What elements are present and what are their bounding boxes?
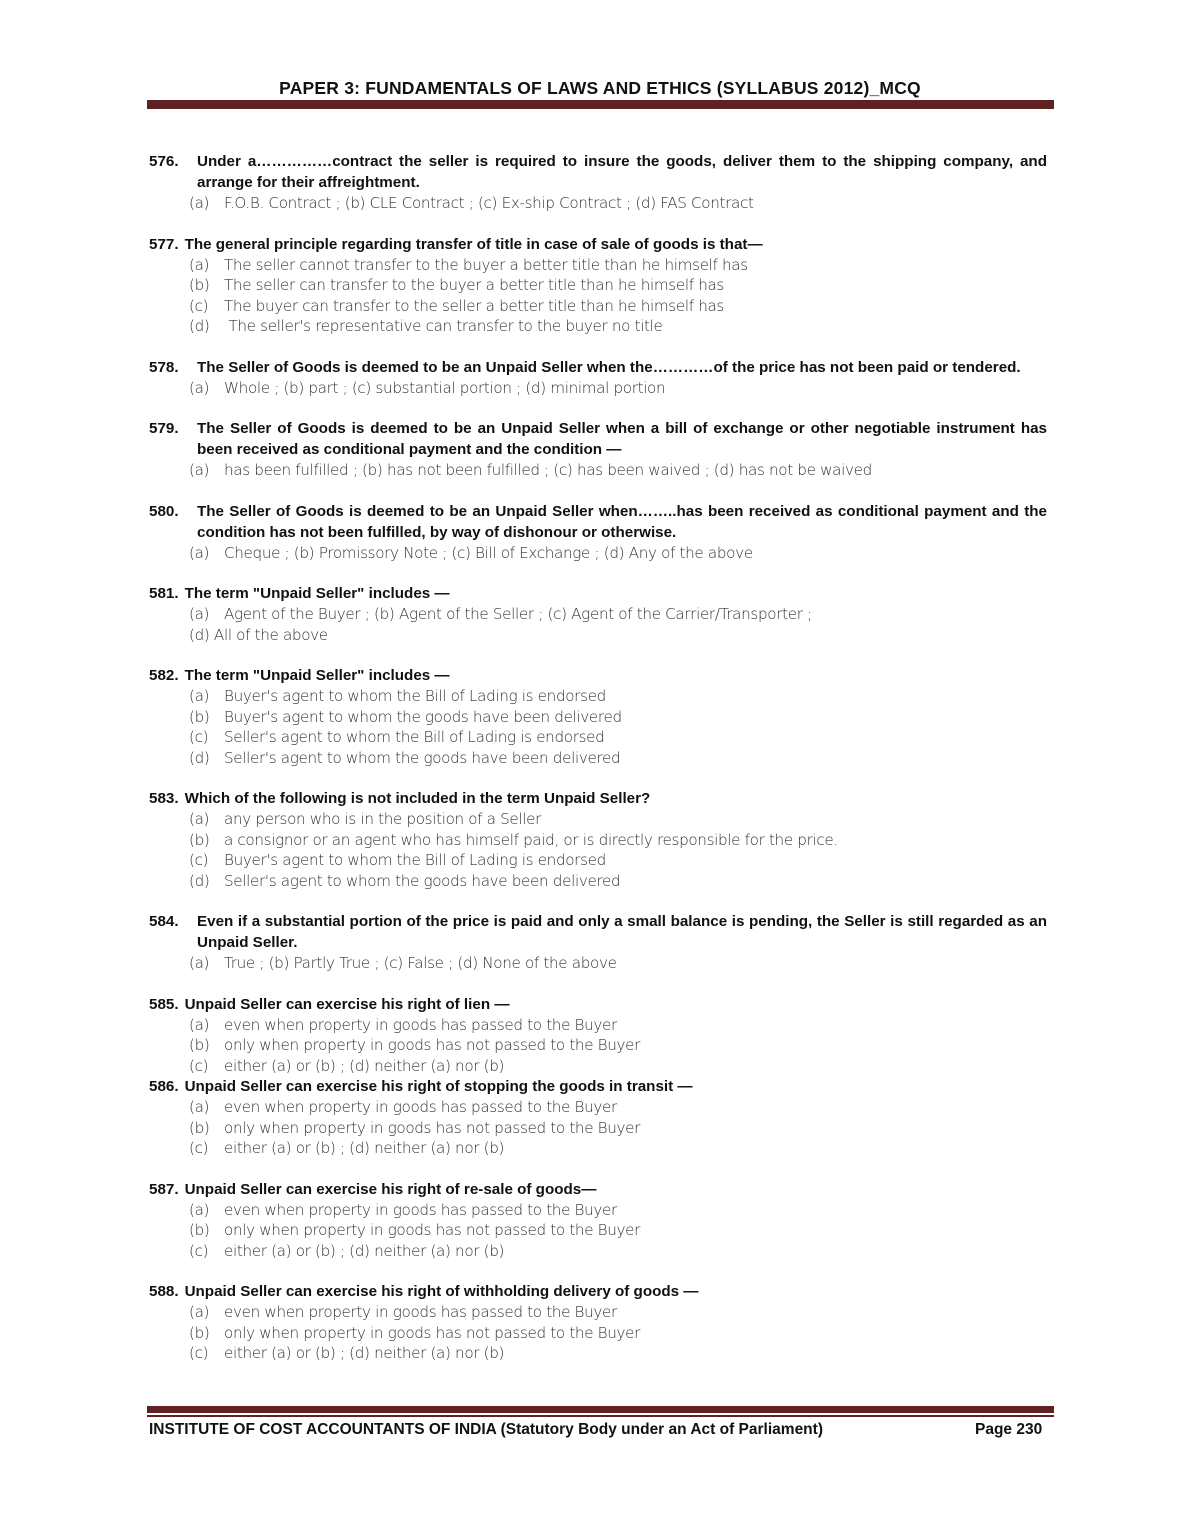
- question-text: [149, 1179, 1047, 1200]
- question-577: [149, 234, 1047, 337]
- option-item: [149, 1097, 1047, 1118]
- option-label: (c): [189, 296, 209, 315]
- option-text: a consignor or an agent who has himself paid, or is directly responsible for the price.: [224, 830, 838, 849]
- question-587: [149, 1179, 1047, 1262]
- option-item: [149, 830, 1047, 851]
- option-text: F.O.B. Contract ; (b) CLE Contract ; (c) Ex-ship Contract ; (d) FAS Contract: [224, 194, 754, 212]
- option-item: [149, 1343, 1047, 1364]
- question-number: 582.: [149, 667, 179, 684]
- option-label: (b): [189, 1221, 210, 1239]
- option-text: either (a) or (b) ; (d) neither (a) nor (b): [224, 1056, 505, 1075]
- option-item: [149, 1056, 1047, 1077]
- option-label: (d): [189, 748, 210, 767]
- option-item: [149, 809, 1047, 830]
- option-text: Seller's agent to whom the goods have been delivered: [224, 871, 621, 890]
- question-586: [149, 1076, 1047, 1159]
- option-label: (b): [189, 1036, 210, 1054]
- option-label: (a): [189, 605, 210, 623]
- question-583: [149, 788, 1047, 891]
- options-inline: [149, 193, 1047, 214]
- option-item: [149, 1220, 1047, 1241]
- option-label: (d): [189, 871, 210, 890]
- option-item: [149, 1323, 1047, 1344]
- option-text: either (a) or (b) ; (d) neither (a) nor (b): [224, 1139, 505, 1157]
- option-label: (b): [189, 1118, 210, 1137]
- question-text: [149, 665, 1047, 686]
- option-label: (c): [189, 1139, 209, 1157]
- option-text: even when property in goods has passed to the Buyer: [224, 1015, 617, 1034]
- option-label: (b): [189, 830, 210, 849]
- page-number: Page 230: [975, 1421, 1043, 1438]
- option-text: only when property in goods has not passed to the Buyer: [224, 1221, 641, 1239]
- options-inline: [149, 953, 1047, 974]
- footer-institute: INSTITUTE OF COST ACCOUNTANTS OF INDIA (Statutory Body under an Act of Parliament): [149, 1421, 823, 1438]
- header-divider-bar: [147, 100, 1054, 109]
- question-text: [149, 1281, 1047, 1302]
- question-body: Which of the following is not included in the term Unpaid Seller?: [184, 790, 651, 807]
- question-text: [149, 1076, 1047, 1097]
- question-number: 583.: [149, 790, 179, 807]
- option-text: only when property in goods has not passed to the Buyer: [224, 1118, 641, 1137]
- question-number: 577.: [149, 235, 179, 253]
- option-text: The buyer can transfer to the seller a better title than he himself has: [224, 296, 724, 315]
- page-header-title: PAPER 3: FUNDAMENTALS OF LAWS AND ETHICS (SYLLABUS 2012)_MCQ: [279, 78, 921, 98]
- question-number: 586.: [149, 1078, 179, 1095]
- question-text: [149, 788, 1047, 809]
- question-body: The term "Unpaid Seller" includes —: [184, 585, 450, 602]
- option-label: (a): [189, 378, 210, 397]
- question-text: [149, 234, 1047, 255]
- question-number: 588.: [149, 1283, 179, 1300]
- option-item: [149, 1241, 1047, 1262]
- question-number: 587.: [149, 1180, 179, 1198]
- option-text: either (a) or (b) ; (d) neither (a) nor (b): [224, 1344, 505, 1362]
- option-item: [149, 1015, 1047, 1036]
- question-582: [149, 665, 1047, 768]
- option-label: (b): [189, 276, 210, 294]
- option-item: [149, 686, 1047, 707]
- options-inline: [149, 543, 1047, 564]
- question-576: [149, 151, 1047, 214]
- option-item: [149, 748, 1047, 769]
- question-list: [149, 151, 1047, 1364]
- option-item: [149, 1035, 1047, 1056]
- option-text: True ; (b) Partly True ; (c) False ; (d) None of the above: [224, 954, 617, 972]
- option-text: Buyer's agent to whom the Bill of Lading is endorsed: [224, 851, 606, 869]
- option-text: only when property in goods has not passed to the Buyer: [224, 1036, 641, 1054]
- footer-divider-line: [147, 1415, 1054, 1417]
- question-number: 584.: [149, 913, 179, 930]
- option-item: [149, 727, 1047, 748]
- option-label: (c): [189, 728, 209, 746]
- option-item: [149, 316, 1047, 337]
- option-item: [149, 1138, 1047, 1159]
- option-label: (a): [189, 1098, 210, 1116]
- question-581: [149, 583, 1047, 645]
- question-text: [149, 501, 1047, 543]
- option-text: has been fulfilled ; (b) has not been fulfilled ; (c) has been waived ; (d) has not be waived: [224, 461, 872, 479]
- option-text: Cheque ; (b) Promissory Note ; (c) Bill of Exchange ; (d) Any of the above: [224, 543, 753, 562]
- option-label: (a): [189, 255, 210, 274]
- option-text: even when property in goods has passed to the Buyer: [224, 1200, 617, 1219]
- question-text: [149, 151, 1047, 193]
- option-label: (c): [189, 1344, 209, 1362]
- option-text: Whole ; (b) part ; (c) substantial portion ; (d) minimal portion: [224, 378, 666, 397]
- option-label: (a): [189, 543, 210, 562]
- option-item: [149, 850, 1047, 871]
- question-578: [149, 357, 1047, 399]
- option-text: The seller can transfer to the buyer a better title than he himself has: [224, 276, 724, 294]
- question-body: Unpaid Seller can exercise his right of withholding delivery of goods —: [184, 1283, 699, 1300]
- options-inline: [149, 378, 1047, 399]
- question-580: [149, 501, 1047, 564]
- question-585: [149, 994, 1047, 1077]
- option-label: (b): [189, 707, 210, 726]
- option-label: (a): [189, 687, 210, 705]
- option-label: (a): [189, 1303, 210, 1321]
- option-text: even when property in goods has passed to the Buyer: [224, 1098, 617, 1116]
- question-body: The Seller of Goods is deemed to be an Unpaid Seller when……..has been received as conditional payment and the condition has not been fulfilled, by way of dishonour or otherwise.: [197, 502, 1047, 541]
- option-label: (b): [189, 1323, 210, 1342]
- question-number: 579.: [149, 420, 179, 437]
- option-text: Seller's agent to whom the goods have been delivered: [224, 748, 621, 767]
- footer-divider-bar: [147, 1406, 1054, 1413]
- question-body: Under a……………contract the seller is required to insure the goods, deliver them to the shipping company, and arrange for their affreightment.: [197, 153, 1047, 191]
- question-body: The Seller of Goods is deemed to be an Unpaid Seller when a bill of exchange or other negotiable instrument has been received as conditional payment and the condition —: [197, 420, 1047, 458]
- question-text: [149, 583, 1047, 604]
- option-label: (a): [189, 194, 210, 212]
- option-item: [149, 296, 1047, 317]
- question-text: [149, 418, 1047, 460]
- option-label: (c): [189, 1056, 209, 1075]
- options-inline: [149, 460, 1047, 481]
- option-label: (c): [189, 1241, 209, 1260]
- question-588: [149, 1281, 1047, 1364]
- option-item: [149, 255, 1047, 276]
- option-item: [149, 1302, 1047, 1323]
- question-number: 576.: [149, 153, 179, 170]
- option-text: only when property in goods has not passed to the Buyer: [224, 1323, 641, 1342]
- option-text: Buyer's agent to whom the Bill of Lading is endorsed: [224, 687, 606, 705]
- option-text: The seller cannot transfer to the buyer a better title than he himself has: [224, 255, 748, 274]
- question-body: The term "Unpaid Seller" includes —: [184, 667, 450, 684]
- question-text: [149, 911, 1047, 953]
- option-text: either (a) or (b) ; (d) neither (a) nor (b): [224, 1241, 505, 1260]
- question-body: Unpaid Seller can exercise his right of stopping the goods in transit —: [184, 1078, 693, 1095]
- option-label: (a): [189, 954, 210, 972]
- question-text: [149, 994, 1047, 1015]
- option-label: (a): [189, 1015, 210, 1034]
- option-text: Buyer's agent to whom the goods have been delivered: [224, 707, 622, 726]
- option-text: any person who is in the position of a Seller: [224, 810, 542, 828]
- option-item: [149, 871, 1047, 892]
- option-item: [149, 1118, 1047, 1139]
- option-item: [149, 1200, 1047, 1221]
- question-body: Even if a substantial portion of the price is paid and only a small balance is pending, the Seller is still regarded as an Unpaid Seller.: [197, 913, 1047, 951]
- option-label: (a): [189, 461, 210, 479]
- question-579: [149, 418, 1047, 481]
- option-text: Agent of the Buyer ; (b) Agent of the Seller ; (c) Agent of the Carrier/Transporter ;: [224, 605, 812, 623]
- option-label: (a): [189, 810, 210, 828]
- question-body: The Seller of Goods is deemed to be an Unpaid Seller when the…………of the price has not been paid or tendered.: [197, 358, 1021, 376]
- question-584: [149, 911, 1047, 974]
- option-text: The seller's representative can transfer to the buyer no title: [224, 317, 663, 335]
- option-text: even when property in goods has passed to the Buyer: [224, 1303, 617, 1321]
- question-number: 585.: [149, 995, 179, 1013]
- option-text: Seller's agent to whom the Bill of Lading is endorsed: [224, 728, 605, 746]
- option-label: (a): [189, 1200, 210, 1219]
- question-number: 580.: [149, 502, 179, 520]
- question-text: [149, 357, 1047, 378]
- option-item: [149, 275, 1047, 296]
- option-label: (c): [189, 851, 209, 869]
- options-inline-continued: (d) All of the above: [189, 625, 328, 644]
- question-number: 578.: [149, 358, 179, 376]
- options-inline: [149, 604, 1047, 625]
- question-body: Unpaid Seller can exercise his right of re-sale of goods—: [184, 1180, 597, 1198]
- option-label: (d): [189, 317, 210, 335]
- question-number: 581.: [149, 585, 179, 602]
- question-body: The general principle regarding transfer of title in case of sale of goods is that—: [184, 235, 763, 253]
- question-body: Unpaid Seller can exercise his right of lien —: [184, 995, 510, 1013]
- option-item: [149, 707, 1047, 728]
